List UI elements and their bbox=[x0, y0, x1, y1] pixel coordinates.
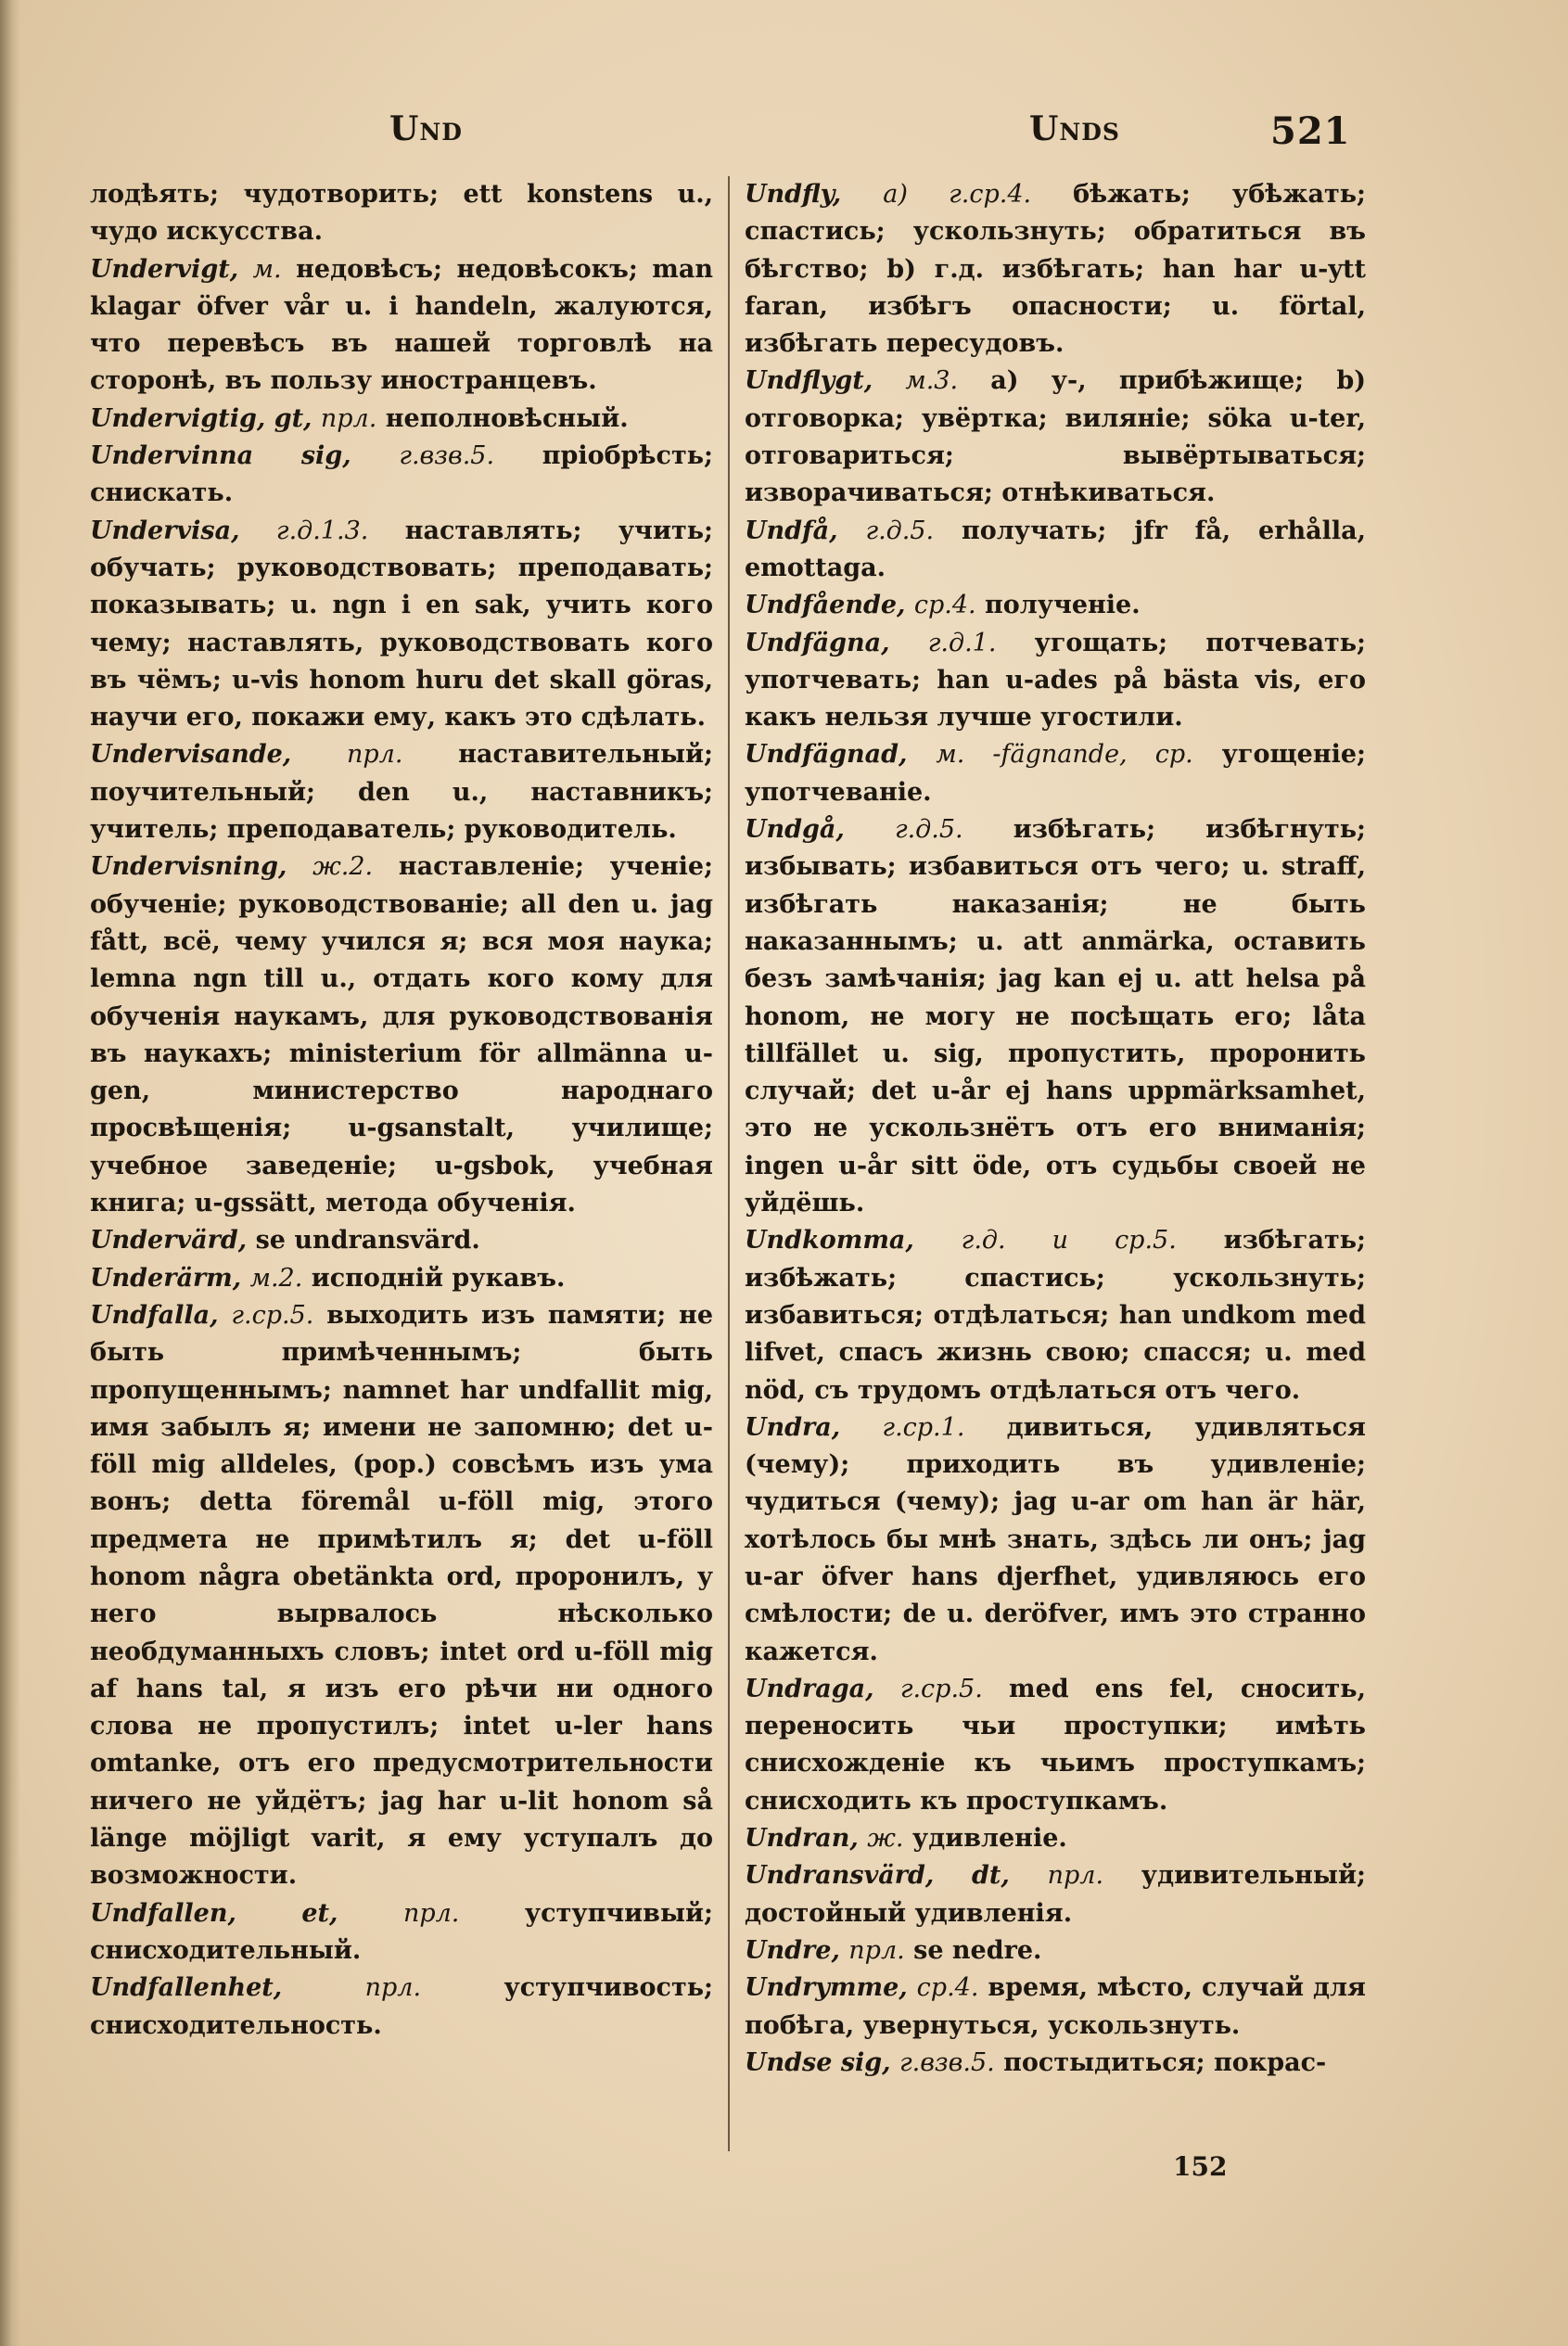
entry-grammar: прл. bbox=[364, 1973, 422, 2003]
entry-headword: Undraga, bbox=[745, 1674, 874, 1703]
entry-headword: Undervisning, bbox=[90, 852, 287, 882]
entry-headword: Undra, bbox=[745, 1412, 841, 1442]
entry-definition: наставленіе; ученіе; обученіе; руководствованіе; all den u. jag fått, всё, чему учился я; вся моя наука; lemna ngn till u., отдать кого кому для обученія наукамъ, для руководствованія въ наукахъ; ministerium för allmänna u-gen, министерство народнаго просвѣщенія; u-gsanstalt, училище; учебное заведеніе; u-gsbok, учебная книга; u-gssätt, метода обученія. bbox=[90, 852, 714, 1218]
entry-headword: Undervärd, bbox=[90, 1226, 248, 1256]
entry-grammar: прл. bbox=[320, 403, 377, 433]
entry-definition: выходить изъ памяти; не быть примѣченнымъ; быть пропущеннымъ; namnet har undfallit mig, имя забылъ я; имени не запомню; det u-föll mig alldeles, (рор.) совсѣмъ изъ ума вонъ; detta föremål u-föll mig, этого предмета не примѣтилъ я; det u-föll honom några obetänkta ord, проронилъ, у него вырвалось нѣсколько необдуманныхъ словъ; intet ord u-föll mig af hans tal, я изъ его рѣчи ни одного слова не пропустилъ; intet u-ler hans omtanke, отъ его предусмотрительности ничего не уйдётъ; jag har u-lit honom så länge möjligt varit, я ему уступалъ до возможности. bbox=[90, 1300, 713, 1891]
entry-grammar: ср.4. bbox=[913, 591, 976, 620]
dictionary-entry bbox=[90, 438, 713, 513]
entry-headword: Undfå, bbox=[745, 516, 838, 545]
entry-definition: угощать; потчевать; употчевать; han u-ades på bästa vis, его какъ нельзя лучше угостили. bbox=[745, 628, 1367, 733]
dictionary-entry bbox=[745, 1820, 1366, 1857]
dictionary-entry bbox=[90, 736, 713, 848]
dictionary-entry bbox=[745, 513, 1366, 588]
entry-definition: угощеніе; употчеваніе. bbox=[745, 740, 1367, 807]
entry-definition: пріобрѣсть; снискать. bbox=[90, 441, 713, 508]
entry-headword: Undfalla, bbox=[90, 1300, 219, 1330]
dictionary-entry bbox=[90, 1260, 713, 1297]
entry-grammar: г.ср.5. bbox=[231, 1300, 314, 1330]
entry-grammar: прл. bbox=[848, 1935, 905, 1965]
dictionary-entry bbox=[745, 625, 1366, 737]
entry-headword: Undgå, bbox=[745, 815, 845, 845]
dictionary-entry bbox=[745, 736, 1366, 811]
dictionary-entry bbox=[90, 401, 713, 438]
page-number: 521 bbox=[1270, 109, 1351, 153]
entry-headword: Undre, bbox=[745, 1935, 840, 1965]
entry-grammar: м. -fägnande, ср. bbox=[936, 740, 1193, 770]
entry-headword: Undfägnad, bbox=[745, 740, 908, 770]
entry-headword: Undrymme, bbox=[745, 1973, 908, 2003]
entry-grammar: г.ср.5. bbox=[899, 1674, 983, 1703]
entry-definition: se undransvärd. bbox=[255, 1226, 480, 1256]
printer-signature: 152 bbox=[1173, 2151, 1228, 2182]
dictionary-entry bbox=[745, 811, 1366, 1222]
entry-grammar: г.д.1. bbox=[927, 628, 997, 657]
left-column bbox=[90, 176, 713, 2045]
dictionary-entry bbox=[745, 1857, 1366, 1932]
entry-definition: лодѣять; чудотворить; ett konstens u., чудо искусства. bbox=[90, 180, 713, 247]
running-header bbox=[0, 109, 1568, 165]
entry-definition: удивительный; достойный удивленія. bbox=[745, 1861, 1366, 1928]
entry-definition: уступчивый; снисходительный. bbox=[90, 1898, 713, 1965]
entry-grammar: м.3. bbox=[905, 366, 959, 396]
entry-grammar: г.д. и ср.5. bbox=[961, 1226, 1177, 1256]
right-column bbox=[745, 176, 1366, 2082]
entry-definition: med ens fel, сносить, переносить чьи проступки; имѣть снисхожденіе къ чьимъ проступкамъ; снисходить къ проступкамъ. bbox=[745, 1674, 1366, 1816]
entry-headword: Undkomma, bbox=[745, 1226, 914, 1256]
entry-grammar: г.взв.5. bbox=[399, 441, 495, 471]
dictionary-entry bbox=[90, 848, 713, 1222]
entry-grammar: г.взв.5. bbox=[899, 2047, 995, 2077]
dictionary-entry bbox=[745, 1671, 1366, 1820]
entry-grammar: a) г.ср.4. bbox=[883, 180, 1032, 209]
book-spine-edge bbox=[0, 0, 20, 2346]
entry-definition: удивленіе. bbox=[911, 1824, 1067, 1854]
entry-headword: Undse sig, bbox=[745, 2047, 891, 2077]
entry-definition: избѣгать; избѣжать; спастись; ускользнуть; избавиться; отдѣлаться; han undkom med lifvet, спасъ жизнь свою; спасся; u. med nöd, съ трудомъ отдѣлаться отъ чего. bbox=[745, 1226, 1366, 1405]
entry-headword: Undflygt, bbox=[745, 366, 873, 396]
entry-grammar: г.д.5. bbox=[894, 815, 963, 845]
entry-definition: неполновѣсный. bbox=[385, 403, 629, 433]
entry-headword: Undfående, bbox=[745, 591, 906, 620]
entry-definition: a) у-, прибѣжище; b) отговорка; увёртка; виляніе; söka u-ter, отговариться; вывёртываться; изворачиваться; отнѣкиваться. bbox=[745, 366, 1366, 508]
entry-definition: получать; jfr få, erhålla, emottaga. bbox=[745, 516, 1366, 582]
entry-definition: бѣжать; убѣжать; спастись; ускользнуть; обратиться въ бѣгство; b) г.д. избѣгать; han har u-ytt faran, избѣгъ опасности; u. förtal, избѣгать пересудовъ. bbox=[745, 180, 1366, 359]
dictionary-entry bbox=[745, 1970, 1366, 2045]
entry-definition: избѣгать; избѣгнуть; избывать; избавиться отъ чего; u. straff, избѣгать наказанія; не быть наказаннымъ; u. att anmärka, оставить безъ замѣчанія; jag kan ej u. att helsa på honom, не могу не посѣщать его; låta tillfället u. sig, пропустить, проронить случай; det u-år ej hans uppmärksamhet, это не ускользнётъ отъ его вниманія; ingen u-år sitt öde, отъ судьбы своей не уйдёшь. bbox=[745, 815, 1366, 1218]
entry-headword: Undfallen, et, bbox=[90, 1898, 338, 1928]
entry-grammar: г.ср.1. bbox=[882, 1412, 965, 1442]
dictionary-entry bbox=[745, 1222, 1366, 1409]
dictionary-entry bbox=[90, 251, 713, 401]
entry-definition: дивиться, удивляться (чему); приходить въ удивленіе; чудиться (чему); jag u-ar om han är här, хотѣлось бы мнѣ знать, здѣсь ли онъ; jag u-ar öfver hans djerfhet, удивляюсь его смѣлости; de u. deröfver, имъ это странно кажется. bbox=[745, 1412, 1367, 1666]
entry-headword: Undfägna, bbox=[745, 628, 890, 657]
entry-headword: Undfallenhet, bbox=[90, 1973, 283, 2003]
column-divider bbox=[728, 176, 730, 2151]
entry-grammar: прл. bbox=[402, 1898, 460, 1928]
entry-headword: Undransvärd, dt, bbox=[745, 1861, 1010, 1891]
entry-headword: Underärm, bbox=[90, 1263, 242, 1293]
right-running-head: Unds bbox=[1029, 109, 1120, 148]
entry-headword: Undervigt, bbox=[90, 254, 239, 284]
entry-definition: время, мѣсто, случай для побѣга, увернуться, ускользнуть. bbox=[745, 1973, 1366, 2040]
dictionary-entry bbox=[90, 1895, 713, 1970]
dictionary-entry bbox=[745, 1932, 1366, 1970]
dictionary-entry bbox=[745, 176, 1366, 363]
entry-definition: постыдиться; покрас- bbox=[1003, 2047, 1327, 2077]
entry-headword: Undervisande, bbox=[90, 740, 292, 770]
dictionary-entry bbox=[745, 2045, 1366, 2082]
dictionary-entry bbox=[745, 587, 1366, 624]
entry-headword: Undervinna sig, bbox=[90, 441, 351, 471]
entry-grammar: г.д.1.3. bbox=[275, 516, 369, 545]
entry-grammar: ср.4. bbox=[916, 1973, 979, 2003]
entry-definition: se nedre. bbox=[913, 1935, 1042, 1965]
dictionary-entry bbox=[90, 1222, 713, 1259]
entry-grammar: прл. bbox=[1047, 1861, 1104, 1891]
entry-definition: полученіе. bbox=[985, 591, 1141, 620]
entry-grammar: ж. bbox=[867, 1824, 904, 1854]
entry-headword: Undran, bbox=[745, 1824, 859, 1854]
entry-grammar: м.2. bbox=[249, 1263, 303, 1293]
left-running-head: Und bbox=[389, 109, 463, 148]
entry-definition: наставлять; учить; обучать; руководствовать; преподавать; показывать; u. ngn i en sak, учить кого чему; наставлять, руководствовать кого въ чёмъ; u-vis honom huru det skall göras, научи его, покажи ему, какъ это сдѣлать. bbox=[90, 516, 713, 733]
entry-headword: Undervisa, bbox=[90, 516, 240, 545]
dictionary-entry bbox=[90, 1970, 713, 2045]
dictionary-entry bbox=[90, 176, 713, 251]
entry-definition: исподній рукавъ. bbox=[311, 1263, 566, 1293]
entry-definition: наставительный; поучительный; den u., наставникъ; учитель; преподаватель; руководитель. bbox=[90, 740, 714, 845]
entry-grammar: прл. bbox=[346, 740, 403, 770]
dictionary-entry bbox=[745, 1409, 1366, 1671]
dictionary-entry bbox=[90, 1297, 713, 1895]
dictionary-entry bbox=[745, 363, 1366, 512]
entry-headword: Undfly, bbox=[745, 180, 842, 209]
entry-definition: уступчивость; снисходительность. bbox=[90, 1973, 713, 2040]
entry-headword: Undervigtig, gt, bbox=[90, 403, 312, 433]
entry-grammar: г.д.5. bbox=[865, 516, 935, 545]
entry-grammar: м. bbox=[252, 254, 282, 284]
dictionary-entry bbox=[90, 513, 713, 737]
entry-definition: недовѣсъ; недовѣсокъ; man klagar öfver vår u. i handeln, жалуются, что перевѣсъ въ нашей торговлѣ на сторонѣ, въ пользу иностранцевъ. bbox=[90, 254, 713, 396]
entry-grammar: ж.2. bbox=[312, 852, 374, 882]
